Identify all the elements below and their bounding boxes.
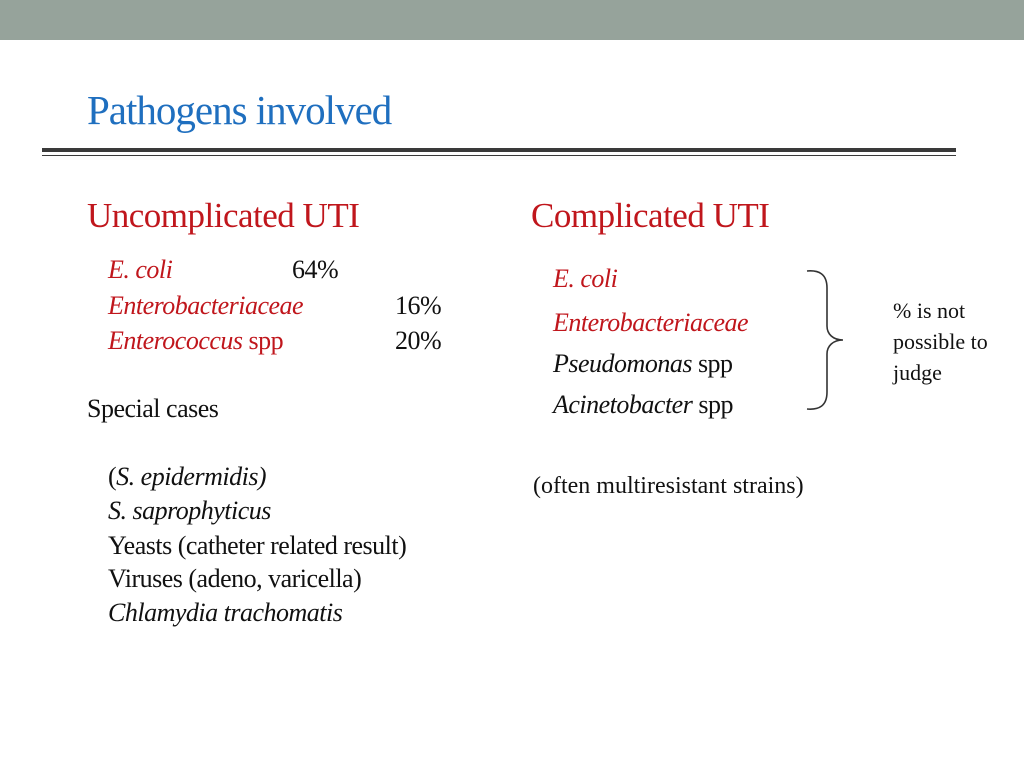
pathogen-name: Enterococcus bbox=[108, 326, 243, 355]
complicated-pathogen bbox=[553, 390, 733, 420]
uncomplicated-pathogen: E. coli bbox=[108, 255, 173, 284]
special-case-item: S. saprophyticus bbox=[108, 496, 271, 525]
title-rule-thick bbox=[42, 148, 956, 152]
pathogen-suffix: spp bbox=[248, 326, 284, 355]
special-case-item: Viruses (adeno, varicella) bbox=[108, 564, 362, 593]
title-rule-thin bbox=[42, 155, 956, 156]
uncomplicated-pathogen: Enterobacteriaceae bbox=[108, 291, 304, 320]
complicated-pathogen: E. coli bbox=[553, 264, 618, 293]
brace-note: % is not possible to judge bbox=[893, 298, 988, 385]
pathogen-suffix: spp bbox=[697, 349, 733, 378]
uncomplicated-heading: Uncomplicated UTI bbox=[87, 196, 360, 235]
uncomplicated-percentage: 20% bbox=[395, 326, 442, 355]
complicated-pathogen bbox=[553, 349, 733, 379]
special-case-text: S. epidermidis) bbox=[116, 462, 267, 491]
uncomplicated-percentage: 16% bbox=[395, 291, 442, 320]
special-cases-heading: Special cases bbox=[87, 394, 219, 423]
uncomplicated-percentage: 64% bbox=[292, 255, 339, 284]
complicated-heading: Complicated UTI bbox=[531, 196, 770, 235]
special-case-open-paren: ( bbox=[108, 462, 117, 491]
pathogen-suffix: spp bbox=[698, 390, 733, 419]
special-case-item bbox=[108, 462, 266, 492]
curly-brace-icon bbox=[805, 268, 845, 412]
special-case-item: Yeasts (catheter related result) bbox=[108, 531, 407, 560]
slide-title: Pathogens involved bbox=[87, 87, 392, 133]
complicated-pathogen: Enterobacteriaceae bbox=[553, 308, 749, 337]
pathogen-name: Acinetobacter bbox=[553, 390, 693, 419]
special-case-item: Chlamydia trachomatis bbox=[108, 598, 343, 627]
complicated-note: (often multiresistant strains) bbox=[533, 473, 804, 499]
uncomplicated-pathogen bbox=[108, 326, 283, 356]
pathogen-name: Pseudomonas bbox=[553, 349, 692, 378]
top-bar bbox=[0, 0, 1024, 40]
